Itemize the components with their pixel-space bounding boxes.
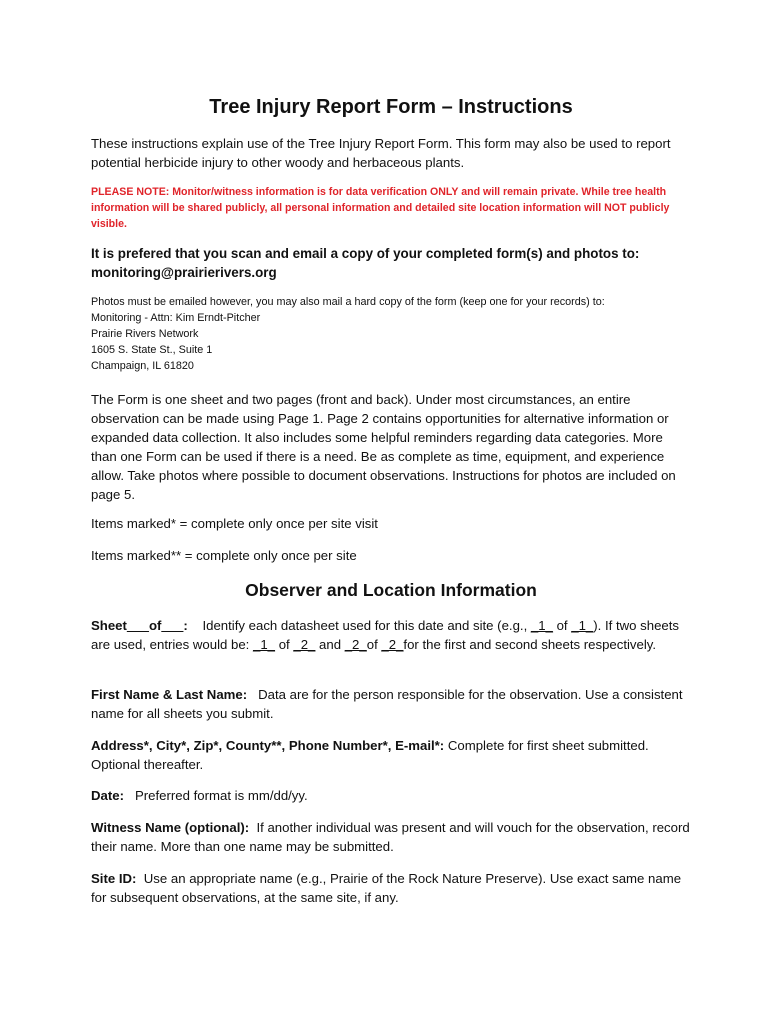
intro-paragraph: These instructions explain use of the Tree Injury Report Form. This form may also be used to report potential herbicide injury to other woody and herbaceous plants.: [91, 136, 671, 170]
address-label: Address*, City*, Zip*, County**, Phone Number*, E-mail*:: [91, 738, 445, 753]
date-text: Preferred format is mm/dd/yy.: [134, 788, 308, 803]
items-once-site: Items marked** = complete only once per site: [91, 548, 357, 563]
witness-instruction: [91, 818, 691, 856]
section-title: Observer and Location Information: [245, 580, 537, 600]
sheet-instruction: Sheet___of___: Identify each datasheet used for this date and site (e.g., _1_ of _1_). If two sheets are used, entries would be: _1_ of _2_ and _2_of _2_for the first and second sheets respectively.: [91, 618, 680, 652]
mailing-address-block: [91, 294, 691, 374]
sheet-label: Sheet___of___:: [91, 618, 188, 633]
mail-org: Prairie Rivers Network: [91, 328, 199, 340]
mail-intro: Photos must be emailed however, you may also mail a hard copy of the form (keep one for your records) to:: [91, 296, 605, 308]
form-description: The Form is one sheet and two pages (front and back). Under most circumstances, an entire observation can be made using Page 1. Page 2 contains opportunities for alternative information or expanded data collection. It also includes some helpful reminders regarding data categories. More than one Form can be used if there is a need. Be as complete as time, equipment, and experience allow. Take photos where possible to document observations. Instructions for photos are included on page 5.: [91, 392, 676, 502]
mail-city: Champaign, IL 61820: [91, 360, 194, 372]
address-text: Complete for first sheet submitted. Optional thereafter.: [91, 738, 649, 772]
name-instruction: [91, 685, 691, 723]
date-instruction: [91, 786, 691, 805]
date-label: Date:: [91, 788, 124, 803]
scan-email-instruction: It is prefered that you scan and email a copy of your completed form(s) and photos to: monitoring@prairierivers.org: [91, 246, 640, 280]
name-text: Data are for the person responsible for the observation. Use a consistent name for all sheets you submit.: [91, 687, 683, 721]
page-title: Tree Injury Report Form – Instructions: [209, 96, 573, 118]
site-text: Use an appropriate name (e.g., Prairie of the Rock Nature Preserve). Use exact same name for subsequent observations, at the same site, if any.: [91, 871, 682, 905]
site-instruction: [91, 869, 691, 907]
items-once-visit: Items marked* = complete only once per site visit: [91, 516, 378, 531]
privacy-note: PLEASE NOTE: Monitor/witness information is for data verification ONLY and will remain private. While tree health information will be shared publicly, all personal information and detailed site location information will NOT publicly visible.: [91, 186, 670, 230]
mail-street: 1605 S. State St., Suite 1: [91, 344, 213, 356]
witness-text: If another individual was present and will vouch for the observation, record their name. More than one name may be submitted.: [91, 820, 690, 854]
site-label: Site ID:: [91, 871, 137, 886]
address-instruction: [91, 736, 691, 774]
mail-attn: Monitoring - Attn: Kim Erndt-Pitcher: [91, 312, 261, 324]
name-label: First Name & Last Name:: [91, 687, 248, 702]
witness-label: Witness Name (optional):: [91, 820, 250, 835]
